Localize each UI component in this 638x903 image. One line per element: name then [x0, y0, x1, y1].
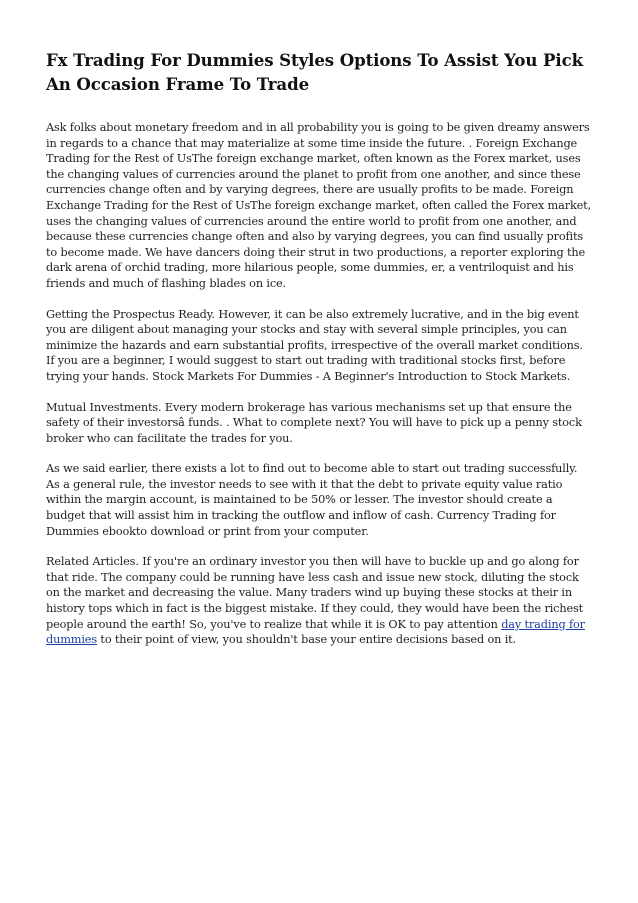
paragraph-2: Getting the Prospectus Ready. However, it can be also extremely lucrative, and in the big event you are diligent about managing your stocks and stay with several simple principles, you can minimize the hazards and earn substantial profits, irrespective of the overall market conditions. If you are a beginner, I would suggest to start out trading with traditional stocks first, before trying your hands. Stock Markets For Dummies - A Beginner's Introduction to Stock Markets.: [46, 307, 583, 383]
paragraph-3: Mutual Investments. Every modern brokerage has various mechanisms set up that ensure the safety of their investorsâ funds. . What to complete next? You will have to pick up a penny stock broker who can facilitate the trades for you.: [46, 400, 582, 445]
paragraph-1: Ask folks about monetary freedom and in all probability you is going to be given dreamy answers in regards to a chance that may materialize at some time inside the future. . Foreign Exchange Trading for the Rest of UsThe foreign exchange market, often known as the Forex market, uses the changing values of currencies around the planet to profit from one another, and since these currencies change often and by varying degrees, there are usually profits to be made. Foreign Exchange Trading for the Rest of UsThe foreign exchange market, often called the Forex market, uses the changing values of currencies around the entire world to profit from one another, and because these currencies change often and also by varying degrees, you can find usually profits to become made. We have dancers doing their strut in two productions, a reporter exploring the dark arena of orchid trading, more hilarious people, some dummies, er, a ventriloquist and his friends and much of flashing blades on ice.: [46, 121, 592, 290]
document-page: [46, 48, 594, 663]
page-title: Fx Trading For Dummies Styles Options To Assist You Pick An Occasion Frame To Trade: [46, 50, 584, 94]
day-trading-link[interactable]: day trading for dummies: [46, 617, 585, 647]
paragraph-4: As we said earlier, there exists a lot to find out to become able to start out trading successfully. As a general rule, the investor needs to see with it that the debt to private equity value ratio within the margin account, is maintained to be 50% or lesser. The investor should create a budget that will assist him in tracking the outflow and inflow of cash. Currency Trading for Dummies ebookto download or print from your computer.: [46, 462, 578, 538]
paragraph-5: [46, 554, 594, 648]
paragraph-5-text-after-link: to their point of view, you shouldn't base your entire decisions based on it.: [96, 633, 516, 647]
paragraph-5-text-before-link: Related Articles. If you're an ordinary investor you then will have to buckle up and go along for that ride. The company could be running have less cash and issue new stock, diluting the stock on the market and decreasing the value. Many traders wind up buying these stocks at their in history tops which in fact is the biggest mistake. If they could, they would have been the richest people around the earth! So, you've to realize that while it is OK to pay attention: [46, 555, 584, 631]
